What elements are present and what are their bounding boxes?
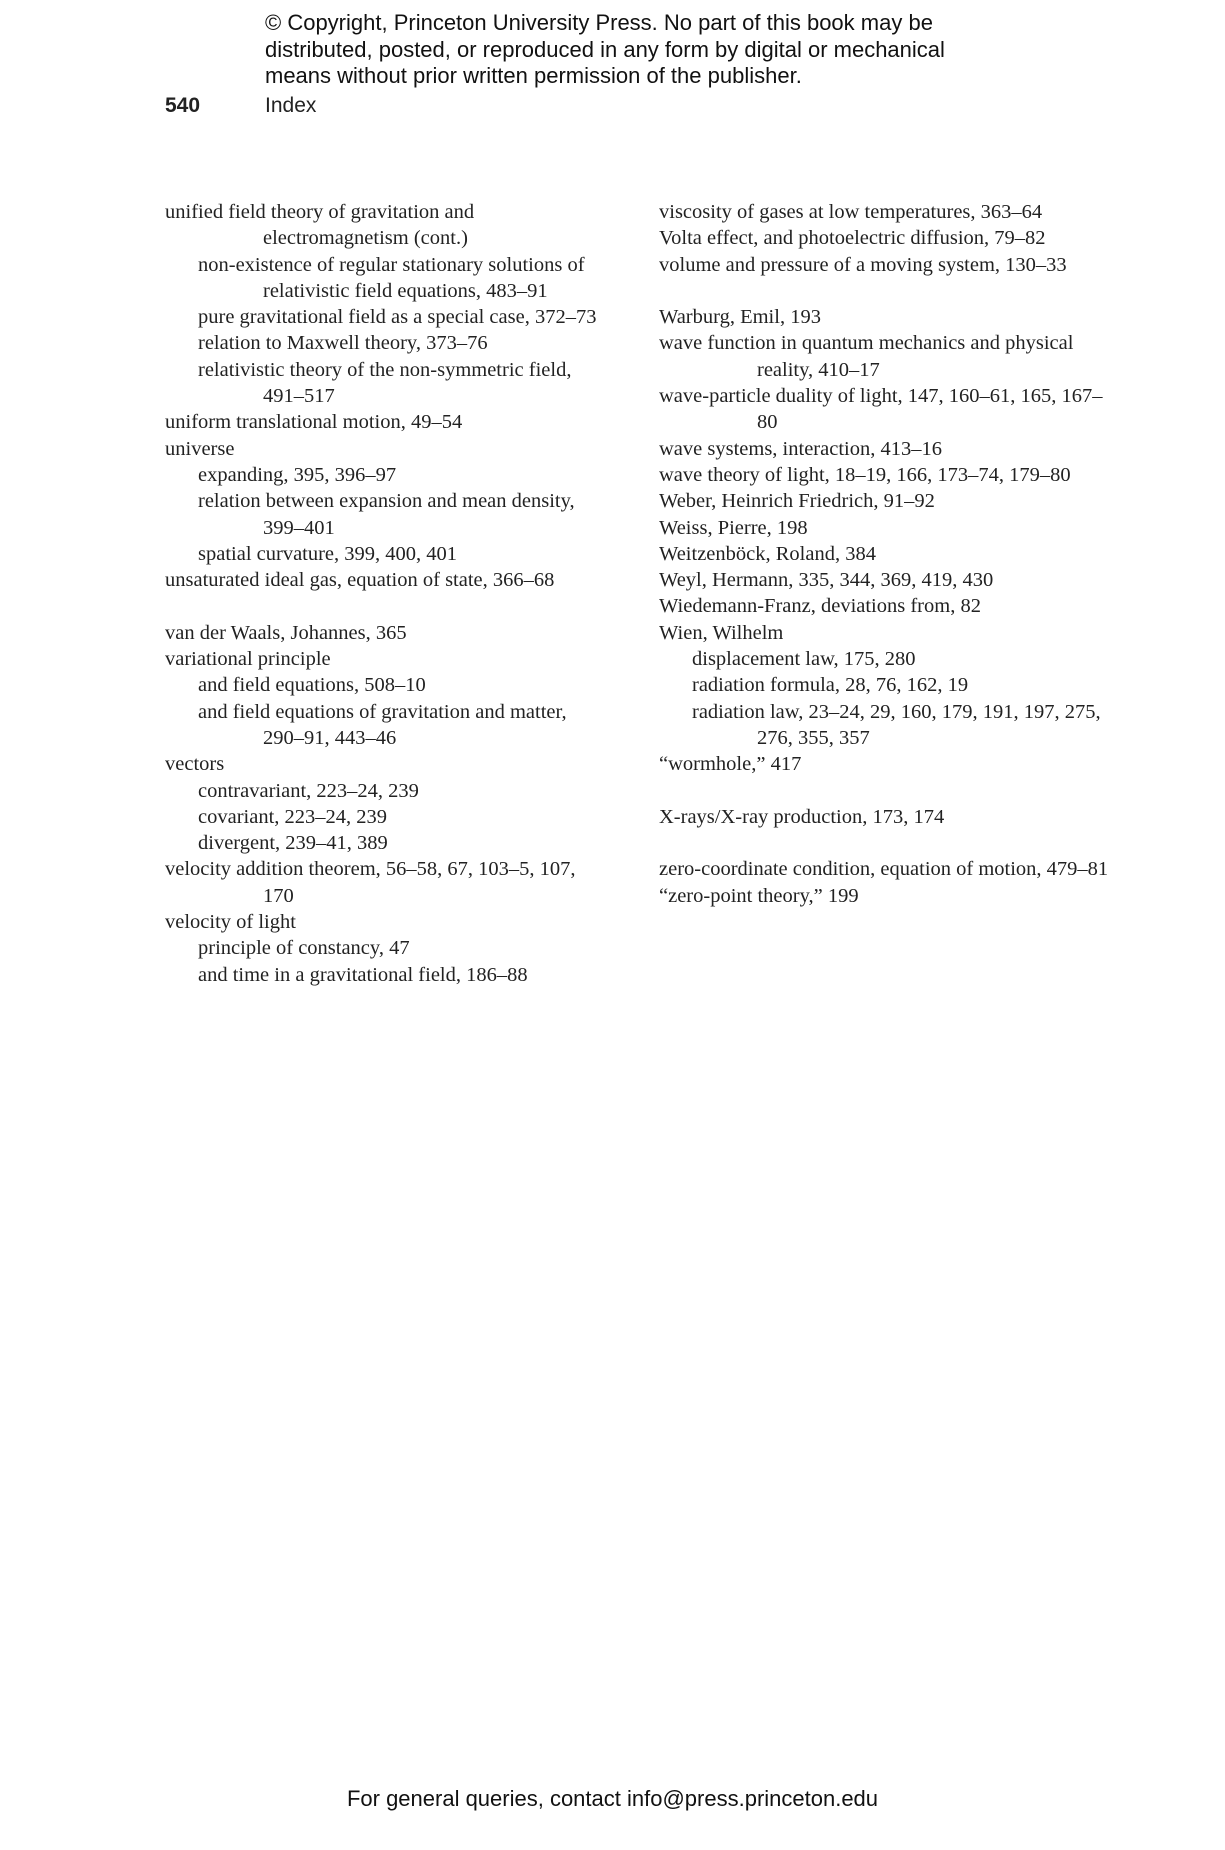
- index-entry: universe: [165, 437, 235, 460]
- copyright-line: means without prior written permission of the publisher.: [265, 63, 802, 88]
- index-subentry: displacement law, 175, 280: [692, 648, 916, 671]
- index-entry: velocity of light: [165, 911, 296, 934]
- index-subentry: radiation formula, 28, 76, 162, 19: [692, 674, 969, 697]
- index-entry: unsaturated ideal gas, equation of state, 366–68: [165, 569, 555, 592]
- index-entry: velocity addition theorem, 56–58, 67, 103–5, 107, 170: [165, 858, 576, 907]
- index-subentry: relativistic theory of the non-symmetric field, 491–517: [198, 358, 572, 408]
- index-subentry: principle of constancy, 47: [198, 937, 410, 960]
- index-subentry: radiation law, 23–24, 29, 160, 179, 191, 197, 275, 276, 355, 357: [692, 700, 1101, 749]
- index-entry: Warburg, Emil, 193: [659, 306, 821, 329]
- index-entry: Weber, Heinrich Friedrich, 91–92: [659, 490, 935, 513]
- index-entry: vectors: [165, 753, 225, 776]
- index-column-right: [659, 199, 1109, 909]
- index-entry: van der Waals, Johannes, 365: [165, 621, 407, 644]
- footer-contact: For general queries, contact info@press.princeton.edu: [346, 1786, 879, 1811]
- index-entry: “zero-point theory,” 199: [659, 884, 859, 907]
- index-entry: “wormhole,” 417: [659, 753, 802, 776]
- index-entry: Weiss, Pierre, 198: [659, 516, 808, 539]
- index-subentry: and field equations of gravitation and matter, 290–91, 443–46: [198, 700, 567, 749]
- index-subentry: non-existence of regular stationary solutions of relativistic field equations, 483–91: [198, 253, 585, 302]
- index-subentry: contravariant, 223–24, 239: [198, 779, 419, 802]
- index-subentry: relation to Maxwell theory, 373–76: [198, 332, 488, 355]
- index-entry: Volta effect, and photoelectric diffusion, 79–82: [659, 227, 1046, 250]
- index-entry: wave-particle duality of light, 147, 160–61, 165, 167–80: [659, 385, 1103, 434]
- index-entry: zero-coordinate condition, equation of motion, 479–81: [659, 858, 1109, 881]
- index-subentry: spatial curvature, 399, 400, 401: [198, 542, 458, 565]
- index-entry: Weyl, Hermann, 335, 344, 369, 419, 430: [659, 569, 994, 592]
- index-subentry: and field equations, 508–10: [198, 674, 426, 697]
- index-entry: viscosity of gases at low temperatures, 363–64: [659, 201, 1043, 223]
- index-entry: Wiedemann-Franz, deviations from, 82: [659, 595, 981, 618]
- index-subentry: and time in a gravitational field, 186–88: [198, 963, 528, 986]
- section-title: Index: [265, 94, 317, 117]
- index-subentry: divergent, 239–41, 389: [198, 832, 388, 855]
- page-number: 540: [165, 94, 201, 117]
- index-entry: Wien, Wilhelm: [659, 621, 784, 644]
- index-subentry: expanding, 395, 396–97: [198, 463, 397, 486]
- index-subentry: relation between expansion and mean density, 399–401: [198, 490, 575, 539]
- index-entry: wave function in quantum mechanics and physical reality, 410–17: [659, 332, 1074, 381]
- index-entry: X-rays/X-ray production, 173, 174: [659, 805, 945, 828]
- index-entry: variational principle: [165, 648, 331, 671]
- index-subentry: pure gravitational field as a special case, 372–73: [198, 306, 597, 329]
- index-column-left: [165, 199, 605, 988]
- copyright-line: © Copyright, Princeton University Press. No part of this book may be: [265, 10, 933, 35]
- index-entry: uniform translational motion, 49–54: [165, 411, 463, 434]
- index-entry: wave systems, interaction, 413–16: [659, 437, 942, 460]
- index-entry: wave theory of light, 18–19, 166, 173–74, 179–80: [659, 463, 1071, 486]
- index-entry: unified field theory of gravitation and electromagnetism (cont.): [165, 201, 475, 250]
- copyright-notice: [265, 10, 1025, 90]
- copyright-line: distributed, posted, or reproduced in any form by digital or mechanical: [265, 36, 945, 62]
- index-entry: Weitzenböck, Roland, 384: [659, 542, 876, 565]
- running-head: [165, 93, 316, 119]
- index-subentry: covariant, 223–24, 239: [198, 805, 388, 828]
- index-entry: volume and pressure of a moving system, 130–33: [659, 253, 1067, 276]
